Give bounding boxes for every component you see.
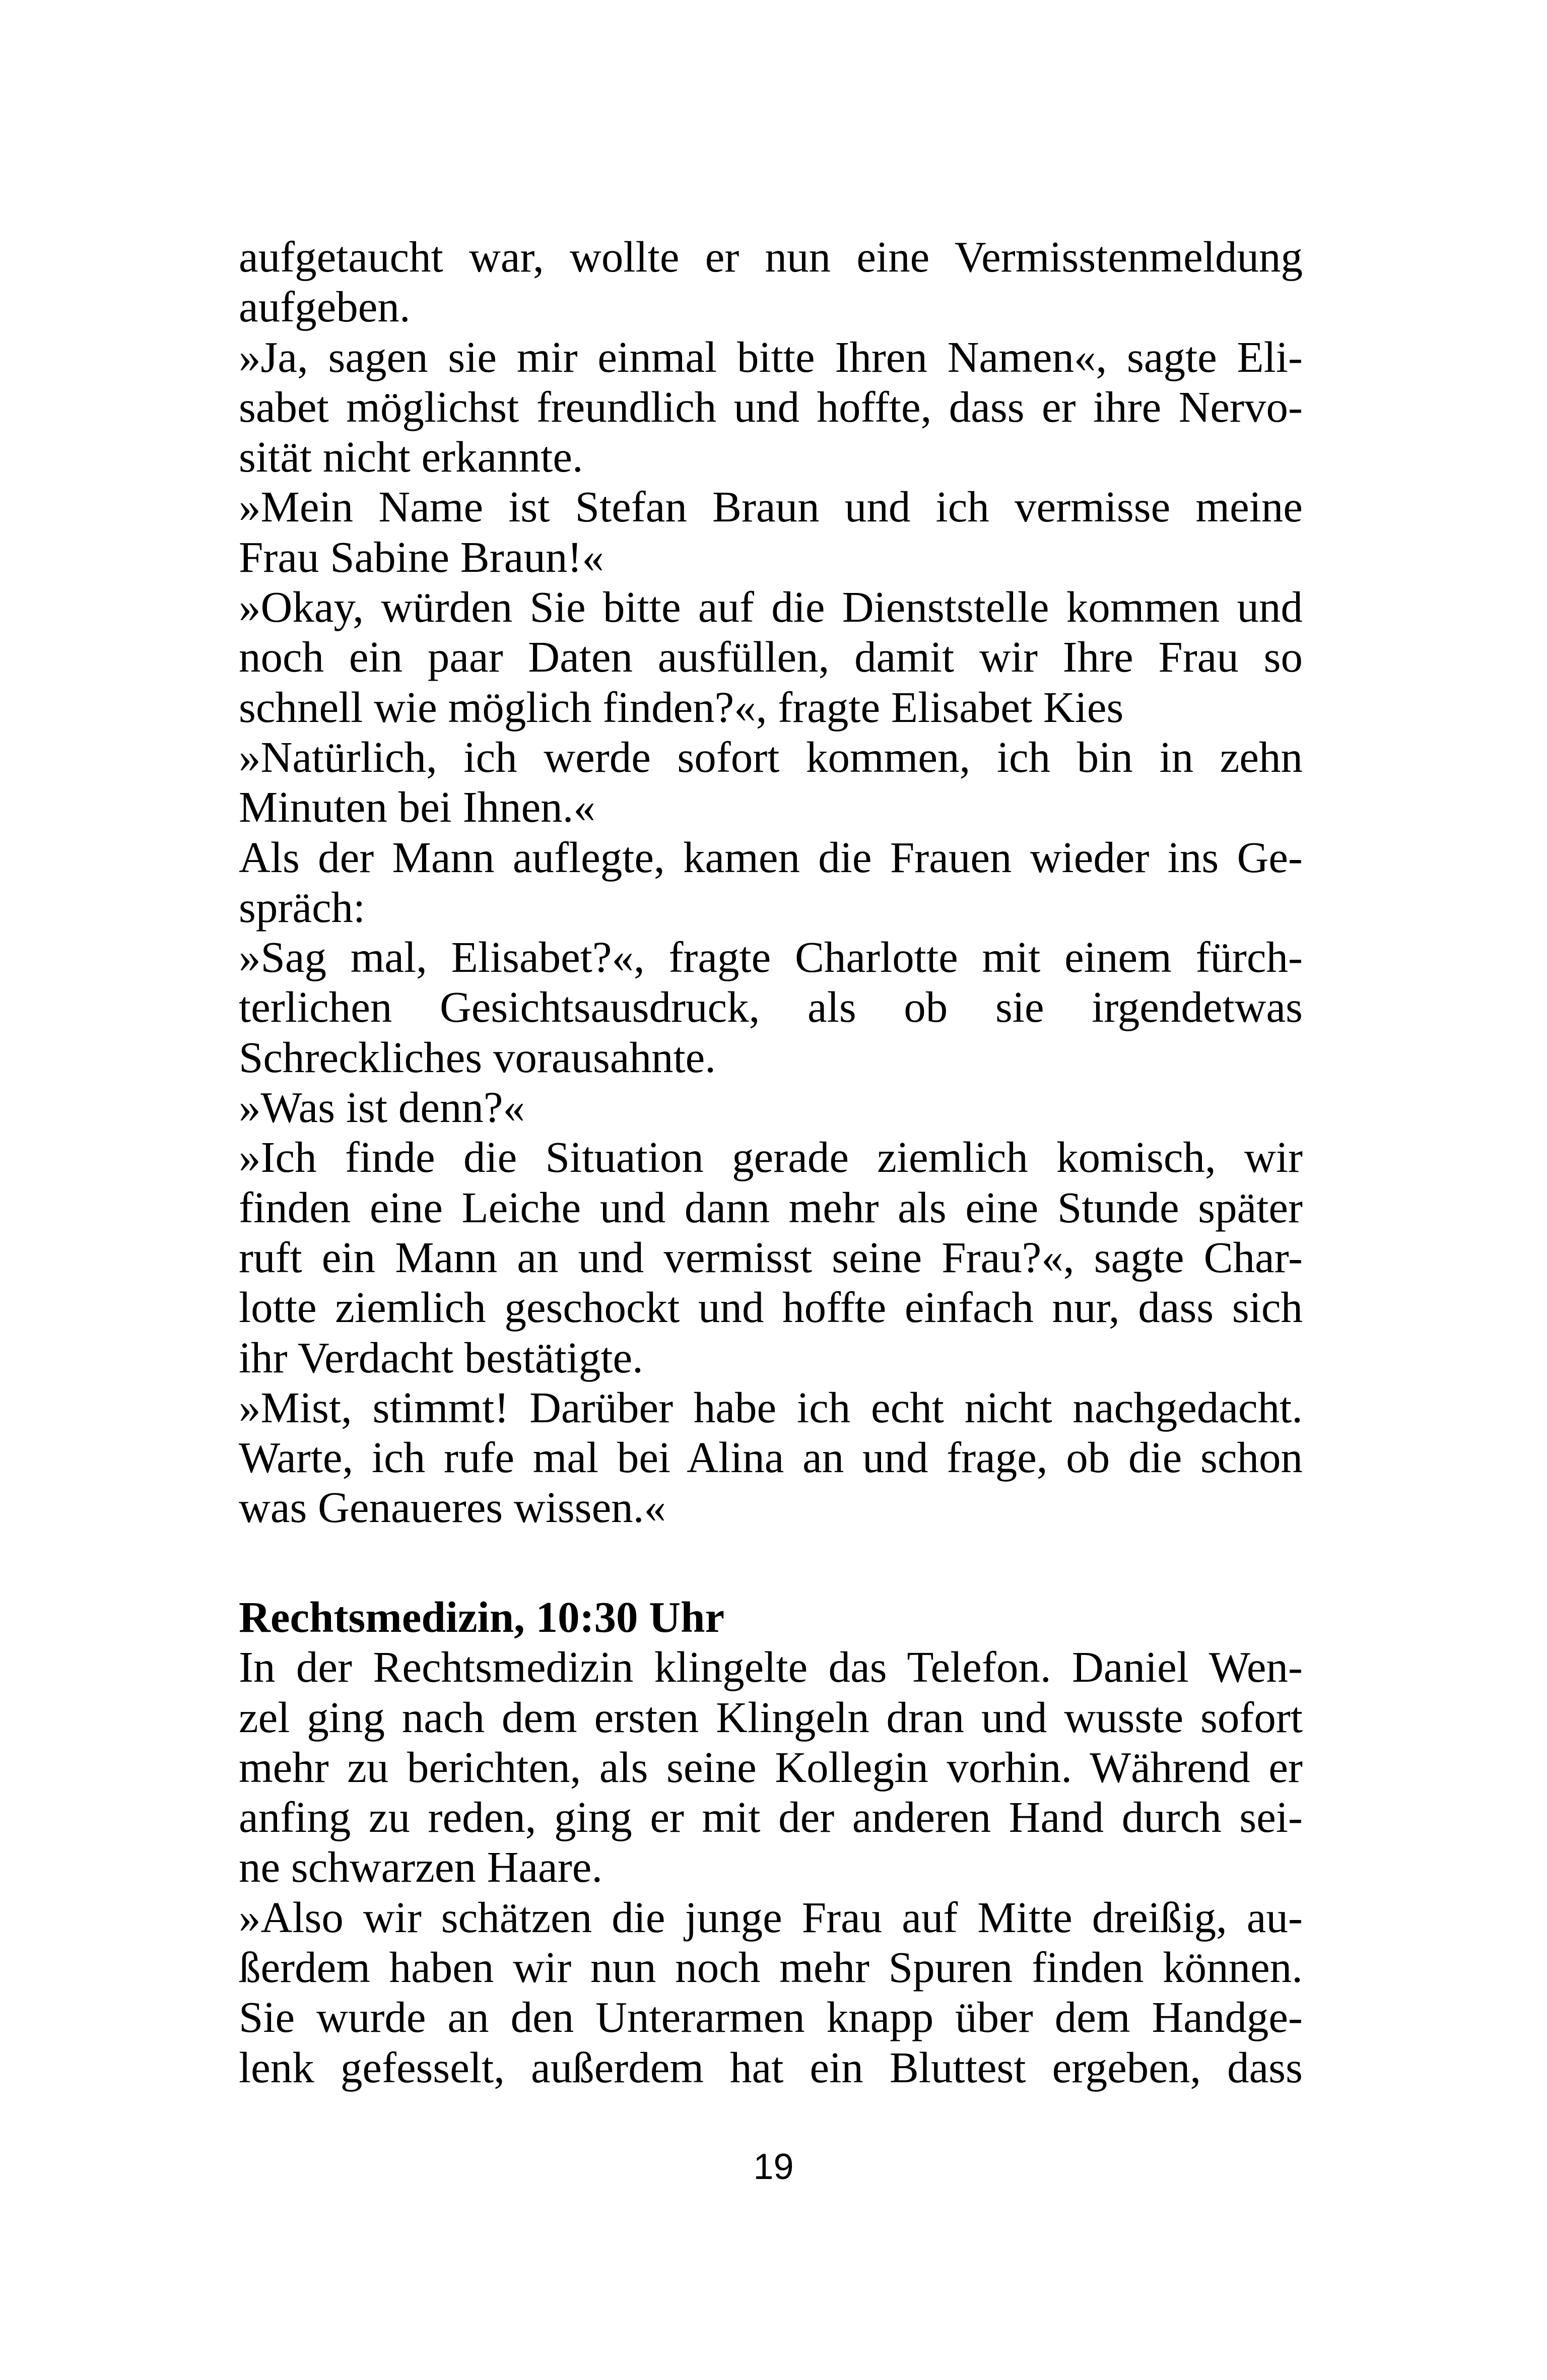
text-line: anfing zu reden, ging er mit der anderen Hand durch sei- — [239, 1793, 1303, 1842]
text-line: »Okay, würden Sie bitte auf die Dienststelle kommen und — [239, 582, 1303, 632]
text-line: terlichen Gesichtsausdruck, als ob sie irgendetwas — [239, 982, 1303, 1032]
text-line: lotte ziemlich geschockt und hoffte einfach nur, dass sich — [239, 1283, 1303, 1332]
text-line: zel ging nach dem ersten Klingeln dran und wusste sofort — [239, 1692, 1303, 1742]
body-text-section-1 — [239, 232, 1303, 1533]
text-line: Schreckliches vorausahnte. — [239, 1032, 716, 1082]
text-line: schnell wie möglich finden?«, fragte Elisabet Kies — [239, 682, 1124, 732]
text-line: ihr Verdacht bestätigte. — [239, 1333, 643, 1382]
text-line: »Sag mal, Elisabet?«, fragte Charlotte mit einem fürch- — [239, 933, 1303, 982]
text-line: aufgeben. — [239, 282, 411, 332]
text-line: »Ich finde die Situation gerade ziemlich komisch, wir — [239, 1133, 1303, 1182]
section-heading: Rechtsmedizin, 10:30 Uhr — [239, 1593, 725, 1641]
text-line: »Mein Name ist Stefan Braun und ich vermisse meine — [239, 482, 1303, 532]
text-line: noch ein paar Daten ausfüllen, damit wir Ihre Frau so — [239, 632, 1303, 682]
text-line: was Genaueres wissen.« — [239, 1483, 666, 1532]
text-line: sität nicht erkannte. — [239, 432, 583, 482]
text-line: ne schwarzen Haare. — [239, 1842, 603, 1892]
text-line: lenk gefesselt, außerdem hat ein Bluttest ergeben, dass — [239, 2042, 1303, 2092]
text-line: »Mist, stimmt! Darüber habe ich echt nicht nachgedacht. — [239, 1382, 1303, 1432]
text-line: »Was ist denn?« — [239, 1083, 525, 1132]
text-line: »Ja, sagen sie mir einmal bitte Ihren Namen«, sagte Eli- — [239, 332, 1303, 381]
page-number: 19 — [753, 2147, 794, 2187]
text-line: »Also wir schätzen die junge Frau auf Mitte dreißig, au- — [239, 1892, 1303, 1942]
text-line: Sie wurde an den Unterarmen knapp über dem Handge- — [239, 1993, 1303, 2042]
text-line: ßerdem haben wir nun noch mehr Spuren finden können. — [239, 1943, 1303, 1992]
text-line: finden eine Leiche und dann mehr als eine Stunde später — [239, 1182, 1303, 1232]
text-line: Minuten bei Ihnen.« — [239, 782, 595, 832]
text-line: Warte, ich rufe mal bei Alina an und frage, ob die schon — [239, 1433, 1303, 1482]
text-line: In der Rechtsmedizin klingelte das Telefon. Daniel Wen- — [239, 1642, 1303, 1692]
body-text-section-2 — [239, 1592, 1303, 2092]
text-line: aufgetaucht war, wollte er nun eine Vermisstenmeldung — [239, 232, 1303, 281]
text-line: Frau Sabine Braun!« — [239, 532, 604, 581]
text-line: sabet möglichst freundlich und hoffte, dass er ihre Nervo- — [239, 382, 1303, 431]
text-line: »Natürlich, ich werde sofort kommen, ich bin in zehn — [239, 732, 1303, 781]
text-line: ruft ein Mann an und vermisst seine Frau?«, sagte Char- — [239, 1232, 1303, 1282]
text-line: mehr zu berichten, als seine Kollegin vorhin. Während er — [239, 1742, 1303, 1792]
text-line: spräch: — [239, 882, 366, 932]
text-line: Als der Mann auflegte, kamen die Frauen wieder ins Ge- — [239, 832, 1303, 882]
